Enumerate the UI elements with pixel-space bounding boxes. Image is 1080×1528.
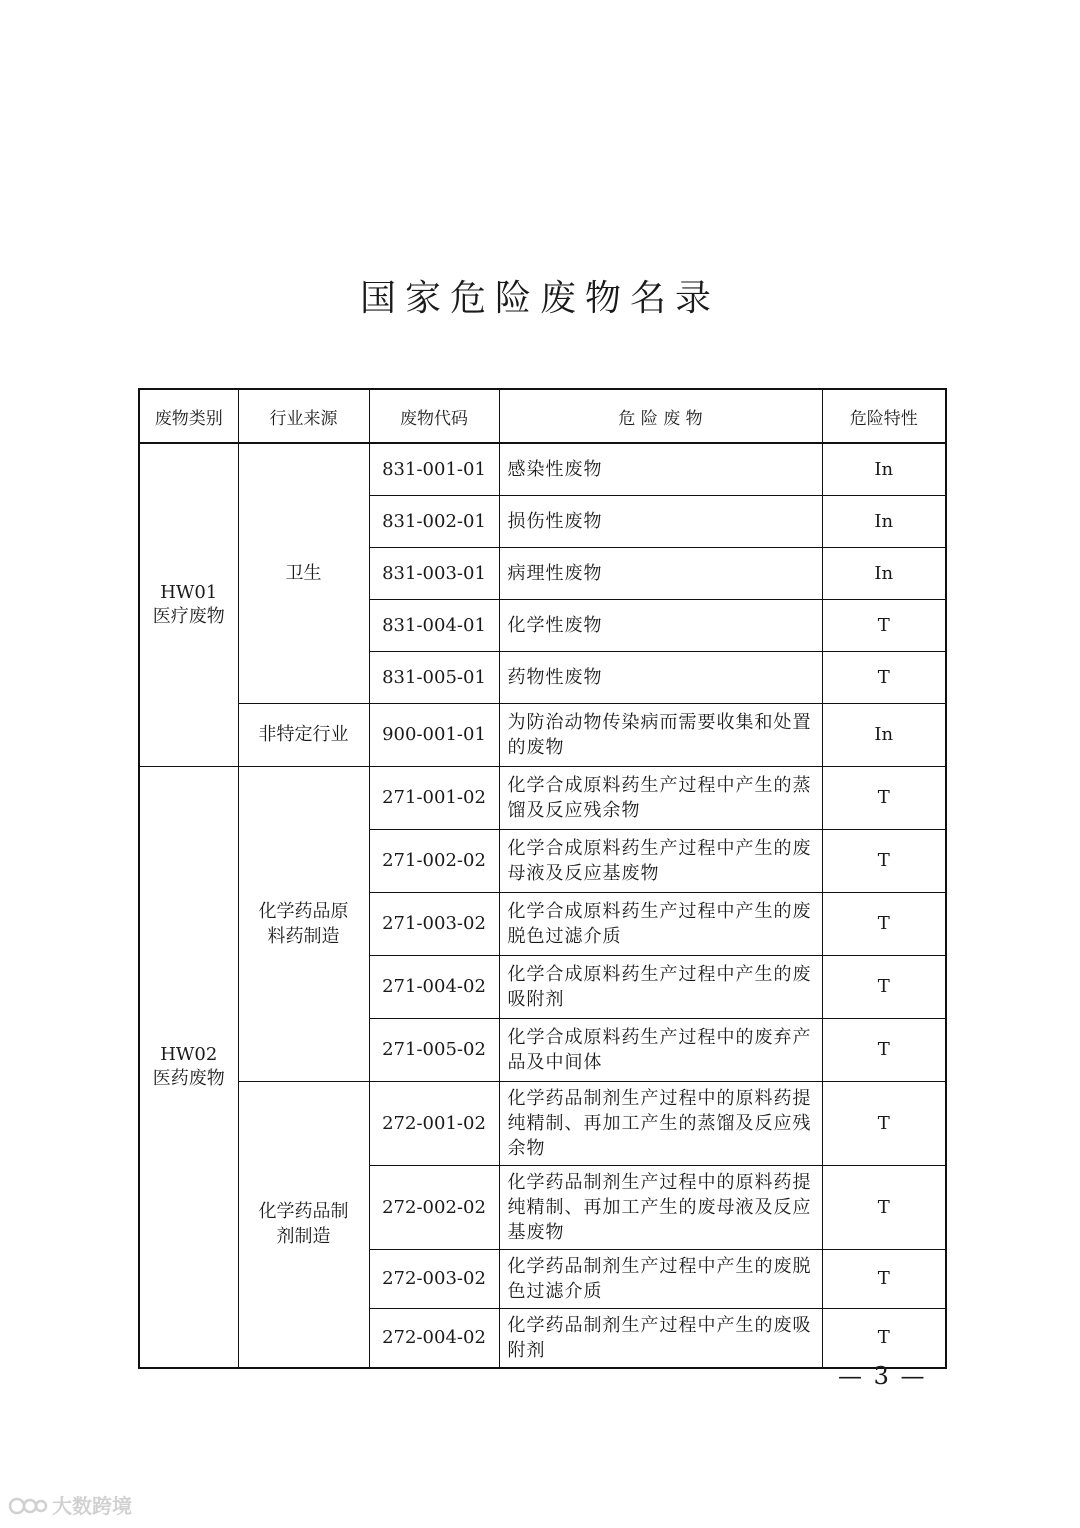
- table-row: [139, 1081, 946, 1165]
- watermark-logo-icon: [8, 1493, 48, 1517]
- waste-cell: 化学合成原料药生产过程中的废弃产品及中间体: [499, 1018, 822, 1081]
- property-cell: T: [822, 1081, 946, 1165]
- waste-cell: 损伤性废物: [499, 495, 822, 547]
- watermark: [8, 1490, 132, 1519]
- industry-cell: 卫生: [238, 443, 369, 703]
- waste-cell: 化学合成原料药生产过程中产生的废脱色过滤介质: [499, 892, 822, 955]
- waste-cell: 化学药品制剂生产过程中的原料药提纯精制、再加工产生的蒸馏及反应残余物: [499, 1081, 822, 1165]
- waste-cell: 化学药品制剂生产过程中产生的废脱色过滤介质: [499, 1249, 822, 1308]
- property-cell: T: [822, 599, 946, 651]
- waste-cell: 化学合成原料药生产过程中产生的废吸附剂: [499, 955, 822, 1018]
- watermark-text: 大数跨境: [52, 1494, 132, 1518]
- category-code: HW01: [160, 581, 218, 603]
- table-row: [139, 766, 946, 829]
- property-cell: T: [822, 1249, 946, 1308]
- industry-name: 化学药品制剂制造: [258, 1201, 349, 1247]
- property-cell: T: [822, 829, 946, 892]
- hazardous-waste-table: [138, 388, 947, 1369]
- code-cell: 271-004-02: [369, 955, 499, 1018]
- property-cell: T: [822, 1165, 946, 1249]
- waste-cell: 化学药品制剂生产过程中的原料药提纯精制、再加工产生的废母液及反应基废物: [499, 1165, 822, 1249]
- waste-cell: 化学药品制剂生产过程中产生的废吸附剂: [499, 1308, 822, 1368]
- code-cell: 271-003-02: [369, 892, 499, 955]
- code-cell: 831-003-01: [369, 547, 499, 599]
- header-industry: 行业来源: [238, 389, 369, 443]
- code-cell: 271-001-02: [369, 766, 499, 829]
- code-cell: 831-002-01: [369, 495, 499, 547]
- code-cell: 272-003-02: [369, 1249, 499, 1308]
- code-cell: 272-002-02: [369, 1165, 499, 1249]
- industry-cell: 非特定行业: [238, 703, 369, 766]
- industry-name: 化学药品原料药制造: [258, 900, 349, 947]
- category-name: 医疗废物: [152, 605, 225, 627]
- code-cell: 831-004-01: [369, 599, 499, 651]
- property-cell: T: [822, 1018, 946, 1081]
- code-cell: 271-002-02: [369, 829, 499, 892]
- waste-cell: 感染性废物: [499, 443, 822, 495]
- industry-cell: [238, 766, 369, 1081]
- property-cell: T: [822, 766, 946, 829]
- property-cell: T: [822, 955, 946, 1018]
- property-cell: T: [822, 651, 946, 703]
- table-row: [139, 703, 946, 766]
- category-cell: [139, 766, 238, 1368]
- code-cell: 272-001-02: [369, 1081, 499, 1165]
- code-cell: 831-001-01: [369, 443, 499, 495]
- code-cell: 831-005-01: [369, 651, 499, 703]
- category-name: 医药废物: [152, 1067, 225, 1089]
- waste-cell: 为防治动物传染病而需要收集和处置的废物: [499, 703, 822, 766]
- property-cell: In: [822, 703, 946, 766]
- code-cell: 900-001-01: [369, 703, 499, 766]
- waste-cell: 化学性废物: [499, 599, 822, 651]
- waste-cell: 化学合成原料药生产过程中产生的废母液及反应基废物: [499, 829, 822, 892]
- waste-cell: 病理性废物: [499, 547, 822, 599]
- header-waste: 危 险 废 物: [499, 389, 822, 443]
- header-category: 废物类别: [139, 389, 238, 443]
- table-header-row: [139, 389, 946, 443]
- header-property: 危险特性: [822, 389, 946, 443]
- header-code: 废物代码: [369, 389, 499, 443]
- page-number: — 3 —: [838, 1362, 927, 1390]
- property-cell: T: [822, 892, 946, 955]
- category-code: HW02: [160, 1043, 218, 1065]
- page-title: 国家危险废物名录: [359, 278, 720, 319]
- property-cell: T: [822, 1308, 946, 1368]
- waste-cell: 化学合成原料药生产过程中产生的蒸馏及反应残余物: [499, 766, 822, 829]
- property-cell: In: [822, 547, 946, 599]
- waste-cell: 药物性废物: [499, 651, 822, 703]
- code-cell: 272-004-02: [369, 1308, 499, 1368]
- property-cell: In: [822, 443, 946, 495]
- property-cell: In: [822, 495, 946, 547]
- code-cell: 271-005-02: [369, 1018, 499, 1081]
- industry-cell: [238, 1081, 369, 1368]
- category-cell: [139, 443, 238, 766]
- table-row: [139, 443, 946, 495]
